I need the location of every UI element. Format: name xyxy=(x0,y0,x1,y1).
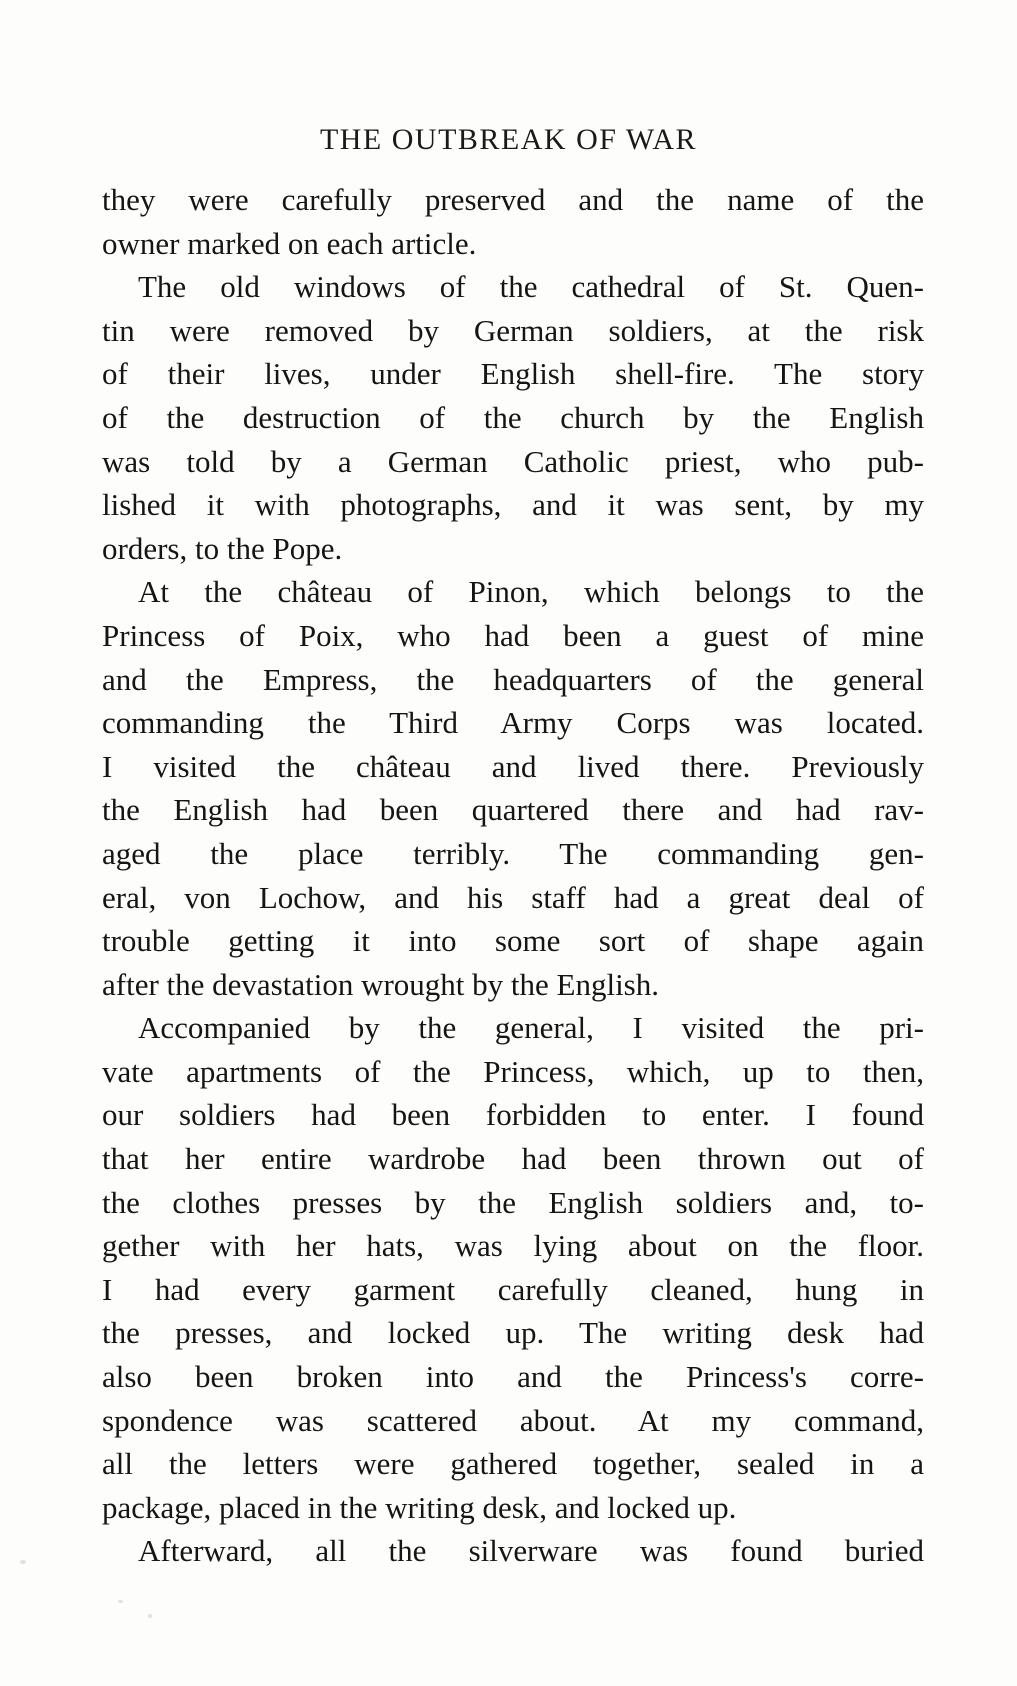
text-line: they were carefully preserved and the name of the xyxy=(102,182,924,217)
text-line: of the destruction of the church by the English xyxy=(102,399,924,435)
text-line: commanding the Third Army Corps was located. xyxy=(102,705,924,741)
paragraph xyxy=(102,265,924,570)
text-line: I visited the château and lived there. Previously xyxy=(102,748,924,784)
running-head: THE OUTBREAK OF WAR xyxy=(319,123,698,156)
text-line: the presses, and locked up. The writing desk had xyxy=(102,1315,924,1351)
paragraph xyxy=(102,1529,924,1573)
text-line: of their lives, under English shell-fire. The story xyxy=(102,356,924,392)
text-line: lished it with photographs, and it was sent, by my xyxy=(102,487,924,523)
text-line: aged the place terribly. The commanding gen- xyxy=(102,835,924,871)
text-line: Accompanied by the general, I visited the pri- xyxy=(138,1010,924,1046)
paper-blemish xyxy=(118,1600,123,1603)
text-line: vate apartments of the Princess, which, up to then, xyxy=(102,1053,924,1089)
text-line: I had every garment carefully cleaned, hung in xyxy=(102,1271,924,1307)
text-line: and the Empress, the headquarters of the general xyxy=(102,661,924,697)
text-line: package, placed in the writing desk, and locked up. xyxy=(102,1489,737,1525)
text-line: all the letters were gathered together, sealed in a xyxy=(102,1446,924,1482)
text-line: was told by a German Catholic priest, who pub- xyxy=(102,443,924,479)
text-line: the English had been quartered there and had rav- xyxy=(102,792,924,828)
text-line: our soldiers had been forbidden to enter. I found xyxy=(102,1097,924,1133)
text-line: also been broken into and the Princess's corre- xyxy=(102,1359,924,1395)
text-line: orders, to the Pope. xyxy=(102,530,343,566)
text-line: Afterward, all the silverware was found buried xyxy=(138,1533,924,1569)
paragraph xyxy=(102,570,924,1006)
paper-blemish xyxy=(20,1560,26,1564)
text-line: owner marked on each article. xyxy=(102,225,477,261)
text-line: gether with her hats, was lying about on the floor. xyxy=(102,1228,924,1264)
text-line: Princess of Poix, who had been a guest of mine xyxy=(102,617,924,653)
paragraph xyxy=(102,1006,924,1529)
text-line: eral, von Lochow, and his staff had a great deal of xyxy=(102,879,924,915)
text-line: that her entire wardrobe had been thrown out of xyxy=(102,1141,924,1177)
text-line: tin were removed by German soldiers, at the risk xyxy=(102,312,924,348)
text-line: the clothes presses by the English soldiers and, to- xyxy=(102,1184,924,1220)
text-line: At the château of Pinon, which belongs to the xyxy=(138,574,924,610)
text-line: trouble getting it into some sort of shape again xyxy=(102,923,924,959)
paper-blemish xyxy=(148,1614,152,1618)
paragraph xyxy=(102,178,924,265)
text-line: after the devastation wrought by the English. xyxy=(102,966,660,1002)
text-line: spondence was scattered about. At my command, xyxy=(102,1402,924,1438)
body-text xyxy=(102,178,924,1573)
text-line: The old windows of the cathedral of St. Quen- xyxy=(138,269,924,305)
